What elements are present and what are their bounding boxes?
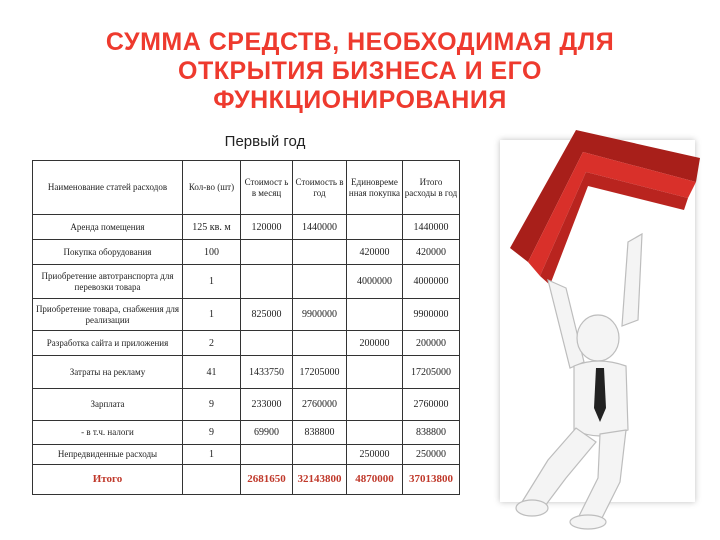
cell-qty: 125 кв. м <box>183 215 241 240</box>
cell-qty: 1 <box>183 265 241 299</box>
table-row <box>33 215 460 240</box>
cell-onetime: 200000 <box>347 331 403 356</box>
row-name: Аренда помещения <box>33 215 183 240</box>
cell-monthly <box>241 445 293 465</box>
cell-yearly <box>293 331 347 356</box>
cell-qty: 1 <box>183 445 241 465</box>
cell-yearly <box>293 445 347 465</box>
cell-total: 9900000 <box>403 299 460 331</box>
row-name: Разработка сайта и приложения <box>33 331 183 356</box>
cell-monthly: 233000 <box>241 389 293 421</box>
cell-onetime: 420000 <box>347 240 403 265</box>
row-name: Затраты на рекламу <box>33 356 183 389</box>
row-name: Приобретение автотранспорта для перевозки товара <box>33 265 183 299</box>
total-label: Итого <box>33 465 183 495</box>
cell-monthly: 1433750 <box>241 356 293 389</box>
row-name: Покупка оборудования <box>33 240 183 265</box>
header-cell: Стоимость в год <box>293 161 347 215</box>
row-name: Непредвиденные расходы <box>33 445 183 465</box>
cell-onetime <box>347 421 403 445</box>
cell-yearly: 1440000 <box>293 215 347 240</box>
cell-total: 1440000 <box>403 215 460 240</box>
cell-total: 250000 <box>403 445 460 465</box>
cell-onetime <box>347 299 403 331</box>
cell-total: 838800 <box>403 421 460 445</box>
cell-yearly: 17205000 <box>293 356 347 389</box>
cell-yearly: 2760000 <box>293 389 347 421</box>
cell-yearly: 838800 <box>293 421 347 445</box>
cell-total: 2760000 <box>403 389 460 421</box>
cell-yearly <box>293 265 347 299</box>
row-name: - в т.ч. налоги <box>33 421 183 445</box>
cell-total: 17205000 <box>403 356 460 389</box>
header-cell: Кол-во (шт) <box>183 161 241 215</box>
table-row <box>33 299 460 331</box>
page-title: СУММА СРЕДСТВ, НЕОБХОДИМАЯ ДЛЯ ОТКРЫТИЯ БИЗНЕСА И ЕГО ФУНКЦИОНИРОВАНИЯ <box>105 28 615 114</box>
cell-onetime <box>347 356 403 389</box>
cell-qty: 2 <box>183 331 241 356</box>
cell-qty: 41 <box>183 356 241 389</box>
expenses-table <box>32 160 460 495</box>
cell-monthly: 69900 <box>241 421 293 445</box>
total-yearly: 32143800 <box>293 465 347 495</box>
cell-qty: 1 <box>183 299 241 331</box>
table-header-row <box>33 161 460 215</box>
cell-qty: 100 <box>183 240 241 265</box>
row-name: Зарплата <box>33 389 183 421</box>
total-qty <box>183 465 241 495</box>
table-row <box>33 356 460 389</box>
row-name: Приобретение товара, снабжения для реализации <box>33 299 183 331</box>
table-row <box>33 331 460 356</box>
cell-monthly <box>241 265 293 299</box>
table-row <box>33 265 460 299</box>
cell-onetime <box>347 215 403 240</box>
cell-qty: 9 <box>183 389 241 421</box>
header-cell: Стоимост ь в месяц <box>241 161 293 215</box>
cell-yearly: 9900000 <box>293 299 347 331</box>
header-cell: Единовреме нная покупка <box>347 161 403 215</box>
cell-monthly <box>241 331 293 356</box>
cell-onetime <box>347 389 403 421</box>
table-row <box>33 389 460 421</box>
cell-total: 4000000 <box>403 265 460 299</box>
page-subtitle: Первый год <box>224 133 306 150</box>
table-total-row <box>33 465 460 495</box>
table-row <box>33 421 460 445</box>
cell-qty: 9 <box>183 421 241 445</box>
header-cell: Наименование статей расходов <box>33 161 183 215</box>
table-row <box>33 240 460 265</box>
person-lifting-house-roof-icon <box>488 130 708 535</box>
header-cell: Итого расходы в год <box>403 161 460 215</box>
cell-monthly <box>241 240 293 265</box>
total-monthly: 2681650 <box>241 465 293 495</box>
total-sum: 37013800 <box>403 465 460 495</box>
cell-yearly <box>293 240 347 265</box>
cell-total: 420000 <box>403 240 460 265</box>
cell-total: 200000 <box>403 331 460 356</box>
cell-onetime: 250000 <box>347 445 403 465</box>
cell-monthly: 825000 <box>241 299 293 331</box>
cell-onetime: 4000000 <box>347 265 403 299</box>
cell-monthly: 120000 <box>241 215 293 240</box>
total-onetime: 4870000 <box>347 465 403 495</box>
table-row <box>33 445 460 465</box>
